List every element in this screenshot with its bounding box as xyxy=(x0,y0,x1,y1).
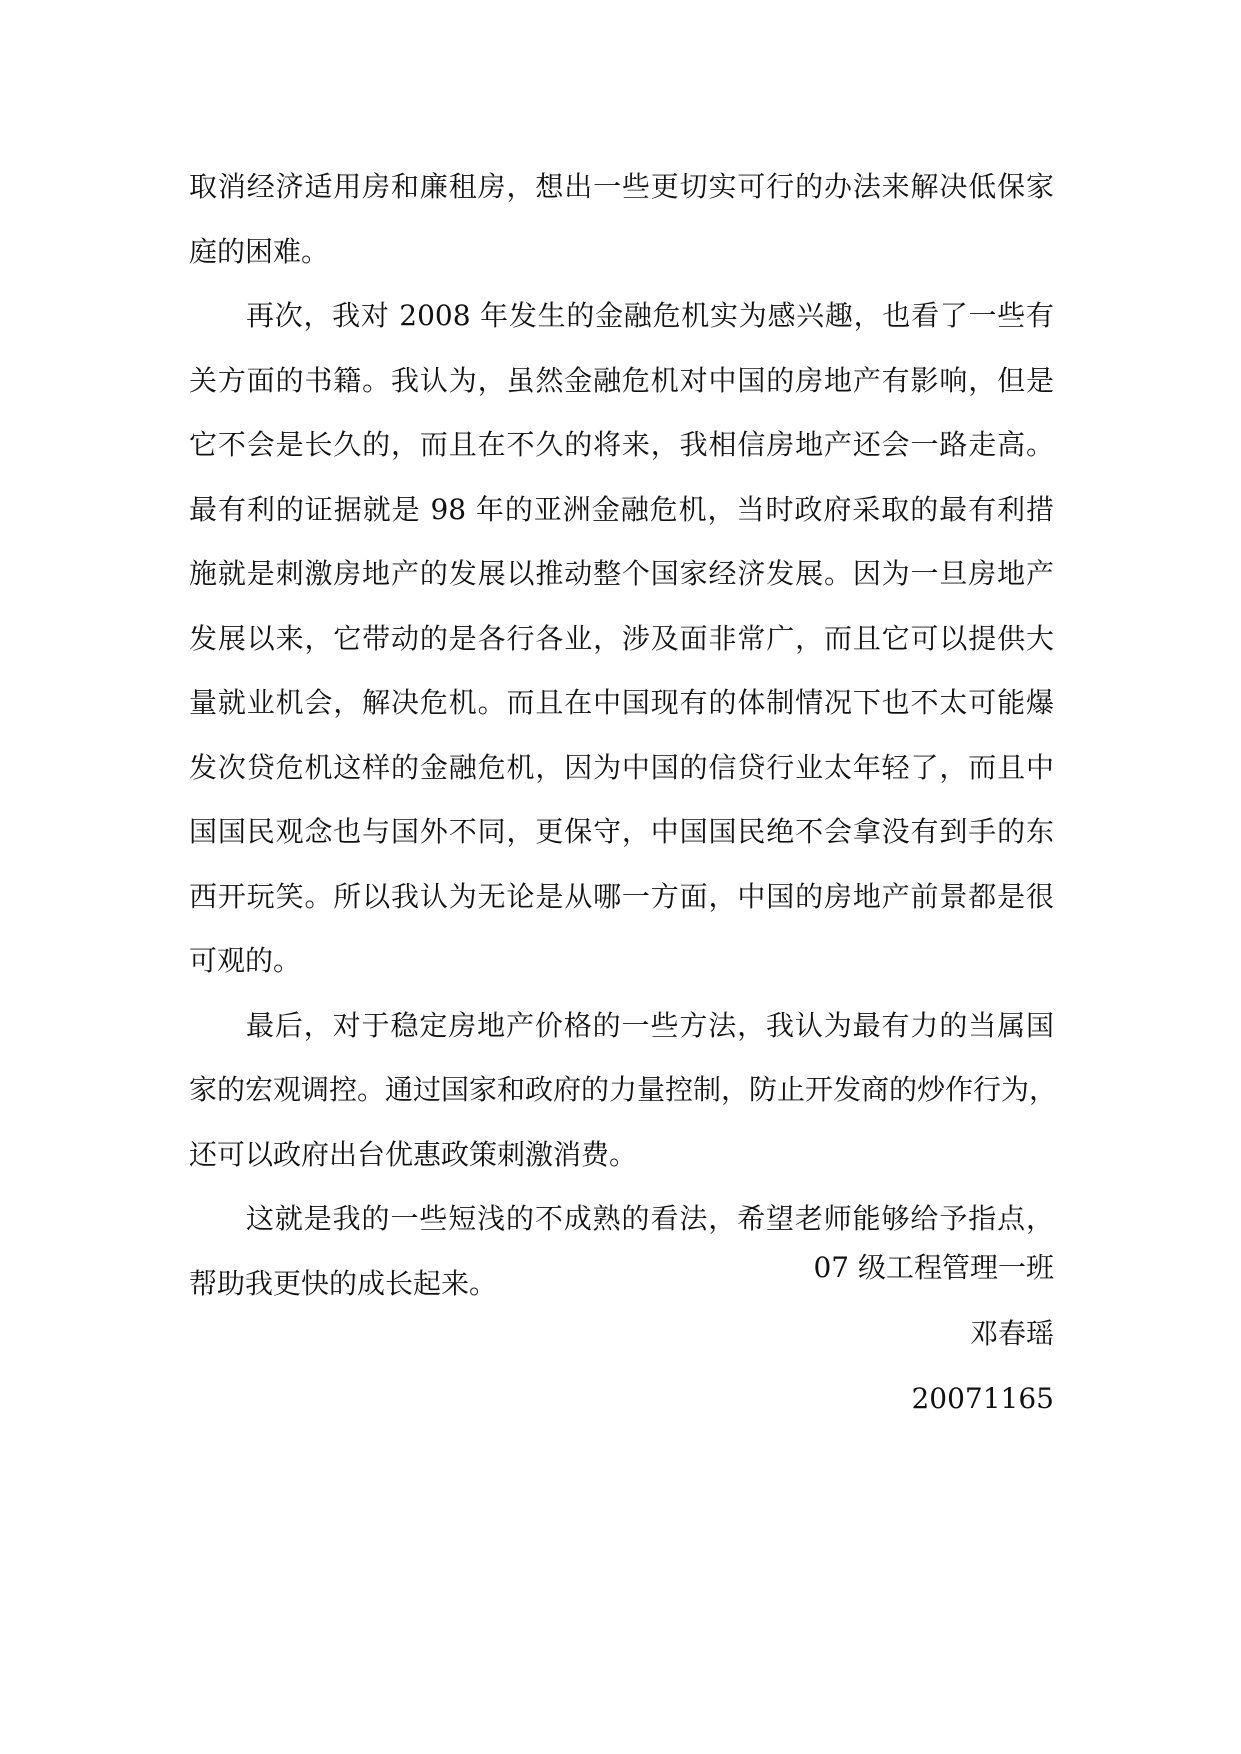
text-line: 关方面的书籍。我认为，虽然金融危机对中国的房地产有影响，但是 xyxy=(189,363,1054,397)
text-line: 这就是我的一些短浅的不成熟的看法，希望老师能够给予指点， xyxy=(246,1202,1054,1235)
signature-class: 07 级工程管理一班 xyxy=(813,1251,1054,1284)
text-line: 它不会是长久的，而且在不久的将来，我相信房地产还会一路走高。 xyxy=(189,428,1054,461)
text-line: 最后，对于稳定房地产价格的一些方法，我认为最有力的当属国 xyxy=(246,1008,1054,1042)
text-line: 国国民观念也与国外不同，更保守，中国国民绝不会拿没有到手的东 xyxy=(189,815,1054,848)
text-line: 再次，我对 2008 年发生的金融危机实为感兴趣，也看了一些有 xyxy=(246,299,1054,332)
signature-author: 邓春瑶 xyxy=(969,1317,1054,1350)
text-line: 帮助我更快的成长起来。 xyxy=(189,1266,498,1300)
text-line: 家的宏观调控。通过国家和政府的力量控制，防止开发商的炒作行为， xyxy=(189,1073,1058,1106)
signature-student-id: 20071165 xyxy=(911,1382,1054,1415)
paragraph xyxy=(189,155,1054,284)
text-line: 最有利的证据就是 98 年的亚洲金融危机，当时政府采取的最有利措 xyxy=(189,492,1054,526)
text-line: 量就业机会，解决危机。而且在中国现有的体制情况下也不太可能爆 xyxy=(189,686,1054,719)
paragraph xyxy=(189,994,1058,1188)
text-line: 取消经济适用房和廉租房，想出一些更切实可行的办法来解决低保家 xyxy=(189,170,1054,203)
text-line: 还可以政府出台优惠政策刺激消费。 xyxy=(189,1137,638,1171)
text-line: 西开玩笑。所以我认为无论是从哪一方面，中国的房地产前景都是很 xyxy=(189,879,1054,913)
text-line: 发次贷危机这样的金融危机，因为中国的信贷行业太年轻了，而且中 xyxy=(189,750,1054,784)
paragraph xyxy=(189,284,1054,994)
text-line: 发展以来，它带动的是各行各业，涉及面非常广，而且它可以提供大 xyxy=(189,621,1054,655)
essay-body xyxy=(189,155,1058,1316)
text-line: 庭的困难。 xyxy=(189,234,330,268)
text-line: 施就是刺激房地产的发展以推动整个国家经济发展。因为一旦房地产 xyxy=(189,557,1054,590)
text-line: 可观的。 xyxy=(189,944,302,977)
